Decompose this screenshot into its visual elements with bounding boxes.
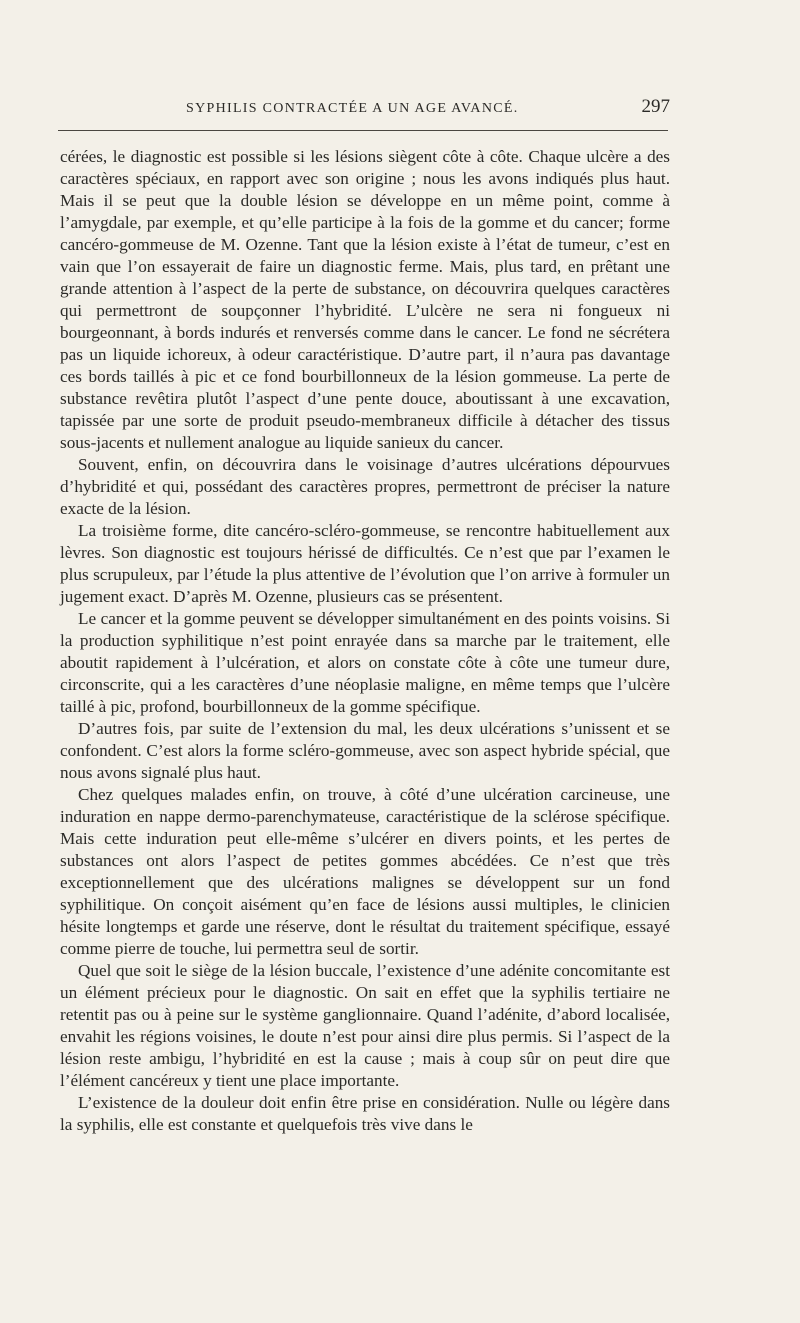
page-number: 297	[641, 96, 670, 117]
paragraph: Souvent, enfin, on découvrira dans le voisinage d’autres ulcérations dépourvues d’hybridité et qui, possédant des caractères propres, permettront de préciser la nature exacte de la lésion.	[60, 455, 670, 518]
paragraph: L’existence de la douleur doit enfin être prise en considération. Nulle ou légère dans la syphilis, elle est constante et quelquefois très vive dans le	[60, 1093, 670, 1134]
paragraph: cérées, le diagnostic est possible si les lésions siègent côte à côte. Chaque ulcère a des caractères spéciaux, en rapport avec son origine ; nous les avons indiqués plus haut. Mais il se peut que la double lésion se développe en un même point, comme à l’amygdale, par exemple, et qu’elle participe à la fois de la gomme et du cancer; forme cancéro-gommeuse de M. Ozenne. Tant que la lésion existe à l’état de tumeur, c’est en vain que l’on essayerait de faire un diagnostic ferme. Mais, plus tard, en prêtant une grande attention à l’aspect de la perte de substance, on découvrira quelques caractères qui permettront de soupçonner l’hybridité. L’ulcère ne sera ni fongueux ni bourgeonnant, à bords indurés et renversés comme dans le cancer. Le fond ne sécrétera pas un liquide ichoreux, à odeur caractéristique. D’autre part, il n’aura pas davantage ces bords taillés à pic et ce fond bourbillonneux de la lésion gommeuse. La perte de substance revêtira plutôt l’aspect d’une pente douce, aboutissant à une excavation, tapissée par une sorte de produit pseudo-membraneux difficile à détacher des tissus sous-jacents et nullement analogue au liquide sanieux du cancer.	[60, 147, 670, 452]
paragraph: Le cancer et la gomme peuvent se développer simultanément en des points voisins. Si la production syphilitique n’est point enrayée dans sa marche par le traitement, elle aboutit rapidement à l’ulcération, et alors on constate côte à côte une tumeur dure, circonscrite, qui a les caractères d’une néoplasie maligne, en même temps que l’ulcère taillé à pic, profond, bourbillonneux de la gomme spécifique.	[60, 609, 670, 716]
running-title: SYPHILIS CONTRACTÉE A UN AGE AVANCÉ.	[186, 101, 519, 116]
paragraph: Chez quelques malades enfin, on trouve, à côté d’une ulcération carcineuse, une induration en nappe dermo-parenchymateuse, caractéristique de la sclérose spécifique. Mais cette induration peut elle-même s’ulcérer en divers points, et les pertes de substances ont alors l’aspect de petites gommes abcédées. Ce n’est que très exceptionnellement que des ulcérations malignes se développent sur un fond syphilitique. On conçoit aisément qu’en face de lésions aussi multiples, le clinicien hésite longtemps et garde une réserve, dont le résultat du traitement spécifique, essayé comme pierre de touche, lui permettra seul de sortir.	[60, 785, 670, 958]
header-rule	[58, 130, 668, 131]
paragraph: Quel que soit le siège de la lésion buccale, l’existence d’une adénite concomitante est un élément précieux pour le diagnostic. On sait en effet que la syphilis tertiaire ne retentit pas ou à peine sur le système ganglionnaire. Quand l’adénite, d’abord localisée, envahit les régions voisines, le doute n’est pour ainsi dire plus permis. Si l’aspect de la lésion reste ambigu, l’hybridité en est la cause ; mais à coup sûr on peut dire que l’élément cancéreux y tient une place importante.	[60, 961, 670, 1090]
page-header	[60, 96, 670, 120]
paragraph: D’autres fois, par suite de l’extension du mal, les deux ulcérations s’unissent et se confondent. C’est alors la forme scléro-gommeuse, avec son aspect hybride spécial, que nous avons signalé plus haut.	[60, 719, 670, 782]
body-text	[60, 146, 670, 1136]
paragraph: La troisième forme, dite cancéro-scléro-gommeuse, se rencontre habituellement aux lèvres. Son diagnostic est toujours hérissé de difficultés. Ce n’est que par l’examen le plus scrupuleux, par l’étude la plus attentive de l’évolution que l’on arrive à formuler un jugement exact. D’après M. Ozenne, plusieurs cas se présentent.	[60, 521, 670, 606]
